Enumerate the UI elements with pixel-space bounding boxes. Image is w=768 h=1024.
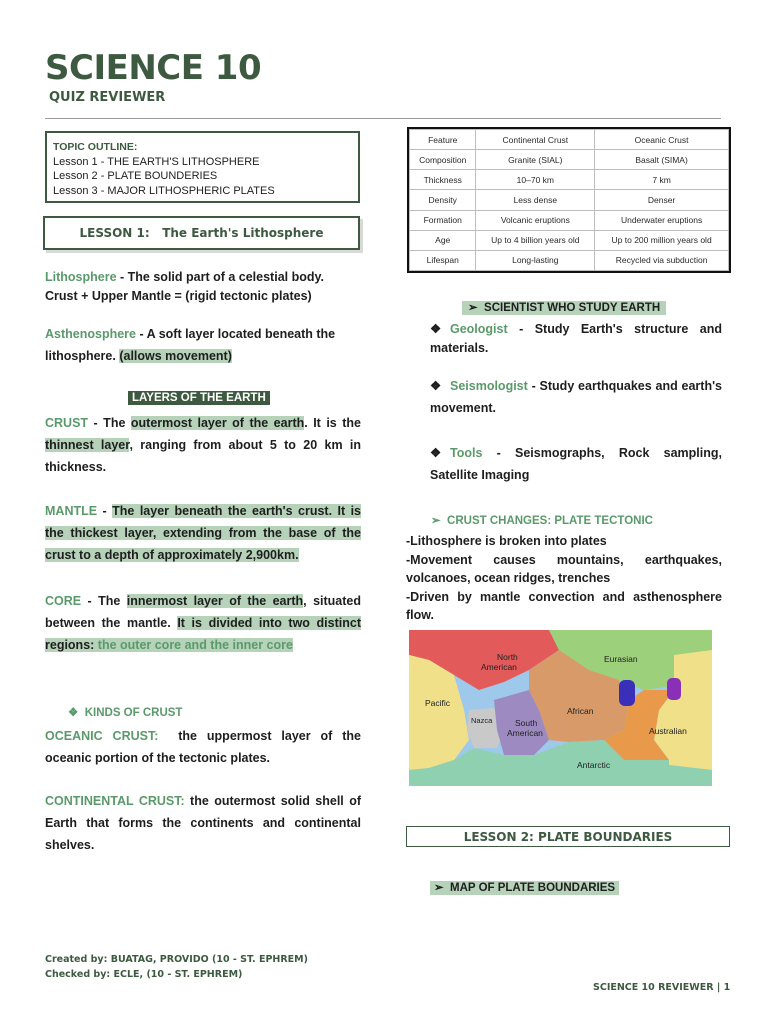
table-row xyxy=(410,230,729,250)
kinds-heading-wrap xyxy=(68,705,182,719)
list-item: -Driven by mantle convection and asthenosphere flow. xyxy=(406,589,722,622)
topic-outline-heading: TOPIC OUTLINE: xyxy=(53,141,138,153)
table-cell: 10–70 km xyxy=(476,170,595,190)
mantle-term: MANTLE xyxy=(45,504,98,518)
lesson2-title: LESSON 2: PLATE BOUNDARIES xyxy=(463,829,673,844)
table-cell: 7 km xyxy=(595,170,729,190)
table-cell: Lifespan xyxy=(410,250,476,270)
layers-heading-wrap xyxy=(128,392,270,404)
table-cell: Density xyxy=(410,190,476,210)
label-african: African xyxy=(567,706,594,716)
label-eurasian: Eurasian xyxy=(604,654,638,664)
tectonic-plates-map xyxy=(409,630,712,786)
table-cell: Up to 4 billion years old xyxy=(476,230,595,250)
list-item: -Lithosphere is broken into plates xyxy=(406,534,607,548)
lithosphere-def: The solid part of a celestial body. xyxy=(127,270,324,284)
core-highlight-3: the outer core and the inner core xyxy=(94,638,293,652)
table-row xyxy=(410,250,729,270)
table-cell: Denser xyxy=(595,190,729,210)
table-cell: Granite (SIAL) xyxy=(476,150,595,170)
outline-item: Lesson 3 - MAJOR LITHOSPHERIC PLATES xyxy=(53,184,275,197)
continental-def: the outermost solid shell of Earth that forms the continents and continental shelves. xyxy=(45,794,361,852)
mantle-definition xyxy=(45,500,361,566)
plate-indian-small xyxy=(619,680,635,706)
list-item: -Movement causes mountains, earthquakes, volcanoes, ocean ridges, trenches xyxy=(406,552,722,585)
footer-checked-by: Checked by: ECLE, (10 - ST. EPHREM) xyxy=(45,969,243,980)
scientists-heading-wrap xyxy=(462,300,666,314)
map-boundaries-heading: MAP OF PLATE BOUNDARIES xyxy=(450,882,616,894)
text: , situated between the mantle. xyxy=(45,594,361,630)
label-south-american: South American xyxy=(507,718,543,738)
topic-outline-box xyxy=(45,131,360,203)
text: - xyxy=(97,504,113,518)
diamond-bullet-icon: ❖ xyxy=(430,322,442,336)
scientist-item-tools xyxy=(430,442,722,486)
continental-crust-definition xyxy=(45,790,361,856)
map-boundaries-heading-bar xyxy=(430,881,619,895)
label-australian: Australian xyxy=(649,726,687,736)
outline-item: Lesson 1 - THE EARTH'S LITHOSPHERE xyxy=(53,155,260,168)
arrow-bullet-icon: ➢ xyxy=(468,302,478,314)
scientist-item-geologist xyxy=(430,320,722,358)
asthenosphere-def: A soft layer located beneath the lithosphere. xyxy=(45,327,336,363)
table-cell: Formation xyxy=(410,210,476,230)
lithosphere-term: Lithosphere xyxy=(45,270,117,284)
crust-changes-heading-wrap xyxy=(431,513,653,527)
crust-definition xyxy=(45,412,365,478)
oceanic-def: the uppermost layer of the oceanic portion of the tectonic plates. xyxy=(45,729,365,765)
page-subtitle: QUIZ REVIEWER xyxy=(49,90,166,105)
crust-highlight-1: outermost layer of the earth xyxy=(130,416,305,430)
label-north-american: North American xyxy=(481,652,518,672)
table-row xyxy=(410,210,729,230)
crust-changes-list xyxy=(406,532,722,625)
scientists-heading: SCIENTIST WHO STUDY EARTH xyxy=(484,302,661,314)
table-cell: Less dense xyxy=(476,190,595,210)
text: - The xyxy=(88,416,131,430)
table-cell: Recycled via subduction xyxy=(595,250,729,270)
layers-heading: LAYERS OF THE EARTH xyxy=(128,391,270,405)
asthenosphere-term: Asthenosphere xyxy=(45,327,136,341)
geologist-def: - Study Earth's structure and materials. xyxy=(430,322,722,355)
continental-term: CONTINENTAL CRUST: xyxy=(45,794,185,808)
header-divider xyxy=(45,118,721,119)
table-cell: Composition xyxy=(410,150,476,170)
core-term: CORE xyxy=(45,594,82,608)
tools-def: - Seismographs, Rock sampling, Satellite Imaging xyxy=(430,446,722,482)
table-cell: Basalt (SIMA) xyxy=(595,150,729,170)
core-definition xyxy=(45,590,361,656)
tools-term: Tools xyxy=(450,446,483,460)
table-cell: Age xyxy=(410,230,476,250)
asthenosphere-definition xyxy=(45,323,361,367)
seismologist-def: - Study earthquakes and earth's movement. xyxy=(430,379,722,415)
label-antarctic: Antarctic xyxy=(577,760,611,770)
kinds-heading: KINDS OF CRUST xyxy=(84,707,183,719)
table-cell: Underwater eruptions xyxy=(595,210,729,230)
lesson1-title-box xyxy=(43,216,360,250)
crust-term: CRUST xyxy=(45,416,89,430)
mantle-highlight: The layer beneath the earth's crust. It is the thickest layer, extending from the base of the crust to a depth of approximately 2,900km. xyxy=(45,504,362,562)
text: . It is the xyxy=(304,416,365,430)
crust-changes-heading: CRUST CHANGES: PLATE TECTONIC xyxy=(447,515,653,527)
footer-created-by: Created by: BUATAG, PROVIDO (10 - ST. EPHREM) xyxy=(45,954,308,965)
table-header-row xyxy=(410,130,729,150)
oceanic-term: OCEANIC CRUST: xyxy=(45,729,159,743)
plate-philippine xyxy=(667,678,681,700)
map-boundaries-heading-wrap xyxy=(430,880,619,894)
table-row xyxy=(410,190,729,210)
text: , ranging from about 5 to 20 km in thickness. xyxy=(45,438,362,474)
separator: - xyxy=(136,327,147,341)
table-header-cell: Continental Crust xyxy=(476,130,595,150)
crust-comparison-table-wrap xyxy=(407,127,731,273)
table-row xyxy=(410,170,729,190)
lithosphere-definition xyxy=(45,268,361,306)
diamond-bullet-icon: ❖ xyxy=(430,379,442,393)
table-cell: Thickness xyxy=(410,170,476,190)
arrow-bullet-icon: ➢ xyxy=(431,515,441,527)
crust-comparison-table xyxy=(409,129,729,271)
table-header-cell: Feature xyxy=(410,130,476,150)
diamond-bullet-icon: ❖ xyxy=(430,446,442,460)
lesson1-title: LESSON 1: The Earth's Lithosphere xyxy=(79,226,324,240)
table-cell: Long-lasting xyxy=(476,250,595,270)
geologist-term: Geologist xyxy=(450,322,508,336)
footer-credits xyxy=(45,952,308,982)
label-pacific: Pacific xyxy=(425,698,451,708)
core-highlight-1: innermost layer of the earth xyxy=(126,594,304,608)
crust-highlight-2: thinnest layer xyxy=(45,438,130,452)
outline-item: Lesson 2 - PLATE BOUNDERIES xyxy=(53,170,218,182)
separator: - xyxy=(116,270,128,284)
lesson2-title-box xyxy=(406,826,730,847)
oceanic-crust-definition xyxy=(45,725,365,769)
scientists-heading-bar xyxy=(462,301,666,315)
table-header-cell: Oceanic Crust xyxy=(595,130,729,150)
seismologist-term: Seismologist xyxy=(450,379,528,393)
page-title: SCIENCE 10 xyxy=(45,48,262,88)
scientist-item-seismologist xyxy=(430,375,722,419)
page-number: SCIENCE 10 REVIEWER | 1 xyxy=(593,982,731,993)
diamond-bullet-icon: ❖ xyxy=(68,707,79,719)
lithosphere-formula: Crust + Upper Mantle = (rigid tectonic plates) xyxy=(45,289,312,303)
table-cell: Up to 200 million years old xyxy=(595,230,729,250)
label-north-american-2: American xyxy=(481,662,517,672)
table-row xyxy=(410,150,729,170)
arrow-bullet-icon: ➢ xyxy=(434,882,444,894)
table-cell: Volcanic eruptions xyxy=(476,210,595,230)
core-highlight-2: It is divided into two distinct regions: xyxy=(45,616,361,652)
label-nazca: Nazca xyxy=(471,716,493,725)
asthenosphere-highlight: (allows movement) xyxy=(119,349,232,363)
text: - The xyxy=(81,594,127,608)
